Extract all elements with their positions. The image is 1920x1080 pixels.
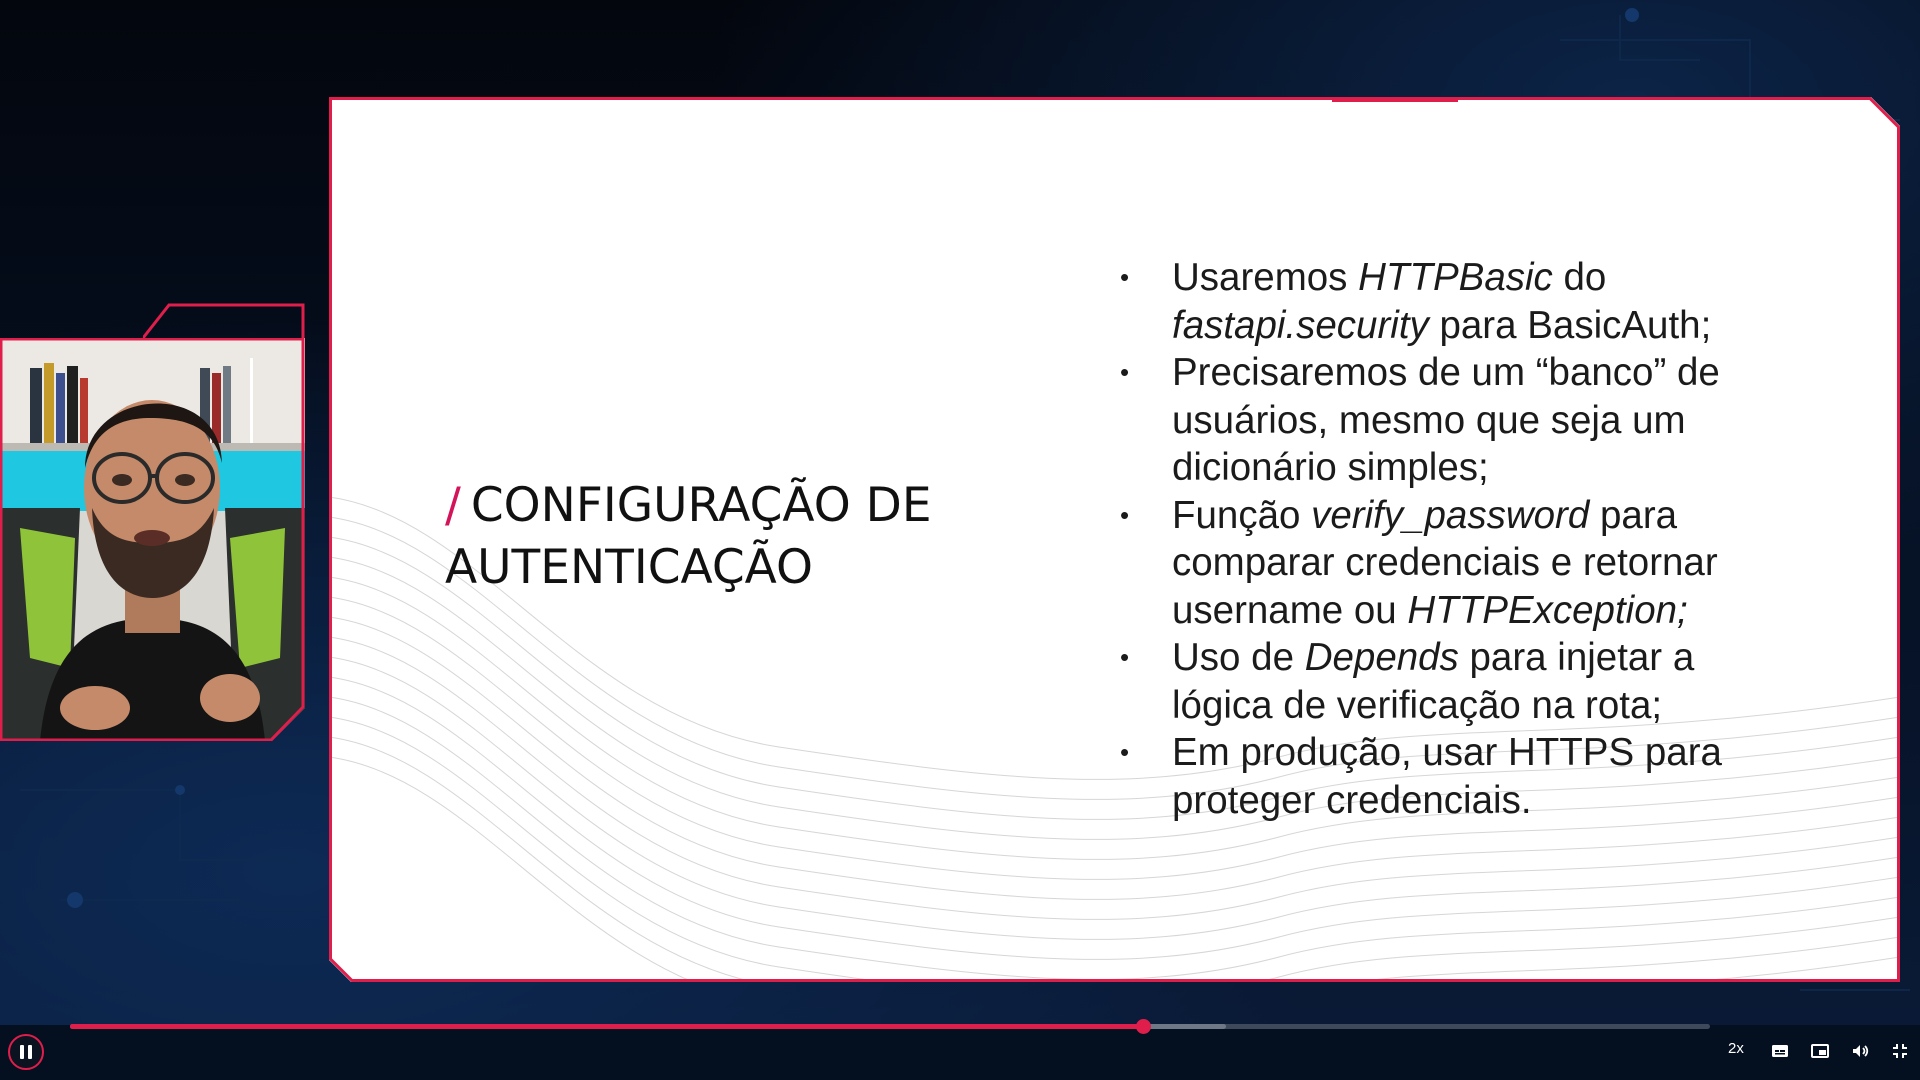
- bullet-italic-text: verify_password: [1311, 493, 1590, 537]
- pause-icon: [20, 1045, 32, 1059]
- bullet-dot: •: [1120, 642, 1130, 672]
- bullet-italic-text: fastapi.security: [1172, 303, 1429, 347]
- bullet-text: Uso de: [1172, 636, 1305, 679]
- progress-bar[interactable]: [70, 1024, 1710, 1029]
- title-slash: /: [445, 478, 461, 533]
- picture-in-picture-icon[interactable]: [1810, 1041, 1830, 1061]
- exit-fullscreen-icon[interactable]: [1890, 1041, 1910, 1061]
- bullet-text: do: [1552, 256, 1607, 299]
- slide-bullet-item: [1120, 254, 1800, 349]
- volume-icon[interactable]: [1850, 1041, 1870, 1061]
- progress-scrubber-handle[interactable]: [1136, 1019, 1151, 1034]
- bullet-dot: •: [1120, 499, 1130, 530]
- bullet-text: Usaremos: [1172, 256, 1359, 299]
- bullet-dot: •: [1120, 262, 1130, 292]
- webcam-frame-tab: [143, 303, 306, 338]
- slide-bullet-item: [1120, 492, 1800, 635]
- bullet-text: para comparar credenciais e retornar username ou: [1172, 493, 1718, 632]
- slide-title: [445, 475, 1065, 599]
- bullet-italic-text: HTTPException;: [1407, 588, 1688, 632]
- bullet-dot: •: [1120, 357, 1130, 387]
- slide-bullet-item: [1120, 349, 1800, 492]
- bullet-dot: •: [1120, 737, 1130, 767]
- presenter-webcam: [0, 338, 305, 741]
- progress-played: [70, 1024, 1143, 1029]
- bullet-text: Função: [1172, 493, 1312, 537]
- presentation-slide: [329, 97, 1900, 982]
- bullet-text: para injetar a lógica de verificação na rota;: [1172, 636, 1695, 727]
- pause-button[interactable]: [8, 1034, 44, 1070]
- bullet-text: Em produção, usar HTTPS para proteger credenciais.: [1172, 731, 1722, 822]
- presenter-video: [0, 338, 305, 741]
- slide-bullet-item: [1120, 634, 1800, 729]
- bullet-italic-text: Depends: [1304, 636, 1459, 679]
- subtitles-icon[interactable]: [1770, 1041, 1790, 1061]
- video-control-bar: [0, 1025, 1920, 1080]
- title-line-1: CONFIGURAÇÃO DE: [470, 478, 932, 533]
- bullet-italic-text: HTTPBasic: [1358, 256, 1553, 299]
- bullet-text: para BasicAuth;: [1428, 303, 1712, 347]
- bullet-text: Precisaremos de um “banco” de usuários, mesmo que seja um dicionário simples;: [1172, 351, 1720, 489]
- slide-bullet-list: [1120, 254, 1800, 824]
- playback-speed-button[interactable]: 2x: [1728, 1040, 1744, 1057]
- title-line-2: AUTENTICAÇÃO: [445, 540, 813, 595]
- slide-bullet-item: [1120, 729, 1800, 824]
